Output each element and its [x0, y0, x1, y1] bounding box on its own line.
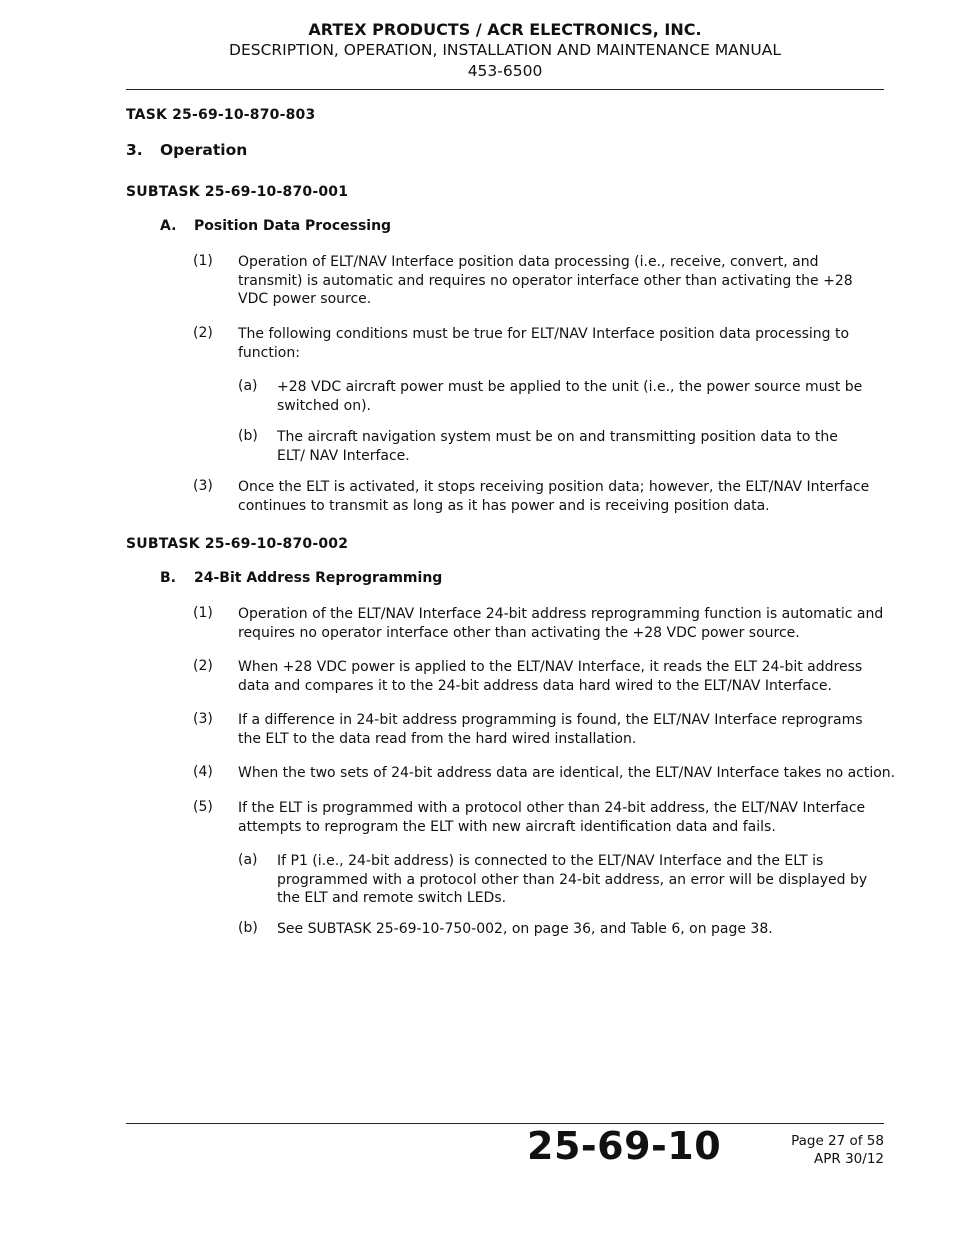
page-number: Page 27 of 58 — [791, 1133, 884, 1149]
document-number: 453-6500 — [467, 62, 543, 80]
subsection-title: 24-Bit Address Reprogramming — [194, 570, 443, 586]
company-name: ARTEX PRODUCTS / ACR ELECTRONICS, INC. — [308, 20, 702, 39]
item-number: (4) — [193, 764, 213, 780]
item-text: If a difference in 24-bit address programming is found, the ELT/NAV Interface reprograms the ELT to the data read from the hard wired installation. — [238, 712, 863, 747]
item-text: Operation of ELT/NAV Interface position data processing (i.e., receive, convert, and transmit) is automatic and requires no operator interface other than activating the +28 VDC power source. — [238, 254, 853, 307]
item-text: When the two sets of 24-bit address data are identical, the ELT/NAV Interface takes no action. — [238, 765, 896, 781]
footer-rule — [126, 1123, 884, 1124]
subitem-letter: (a) — [238, 852, 258, 868]
item-number: (2) — [193, 658, 213, 674]
item-number: (3) — [193, 711, 213, 727]
item-number: (3) — [193, 478, 213, 494]
item-number: (2) — [193, 325, 213, 341]
item-number: (5) — [193, 799, 213, 815]
task-label: TASK 25-69-10-870-803 — [126, 107, 316, 123]
subitem-text: See SUBTASK 25-69-10-750-002, on page 36, and Table 6, on page 38. — [277, 921, 773, 937]
item-text: If the ELT is programmed with a protocol other than 24-bit address, the ELT/NAV Interface attempts to reprogram the ELT with new aircraft identification data and fails. — [238, 800, 866, 835]
manual-title: DESCRIPTION, OPERATION, INSTALLATION AND MAINTENANCE MANUAL — [229, 41, 781, 59]
item-text: The following conditions must be true for ELT/NAV Interface position data processing to function: — [238, 326, 850, 361]
item-text: Once the ELT is activated, it stops receiving position data; however, the ELT/NAV Interface continues to transmit as long as it has power and is receiving position data. — [238, 479, 870, 514]
subitem-letter: (b) — [238, 920, 258, 936]
item-number: (1) — [193, 605, 213, 621]
section-number: 3. — [126, 141, 143, 159]
subitem-text: The aircraft navigation system must be on and transmitting position data to the ELT/ NAV Interface. — [277, 429, 838, 464]
subitem-letter: (b) — [238, 428, 258, 444]
subitem-letter: (a) — [238, 378, 258, 394]
item-text: When +28 VDC power is applied to the ELT/NAV Interface, it reads the ELT 24-bit address data and compares it to the 24-bit address data hard wired to the ELT/NAV Interface. — [238, 659, 863, 694]
subsection-letter: A. — [160, 218, 177, 234]
header-rule — [126, 89, 884, 90]
revision-date: APR 30/12 — [814, 1151, 884, 1167]
subitem-text: If P1 (i.e., 24-bit address) is connected to the ELT/NAV Interface and the ELT is programmed with a protocol other than 24-bit address, an error will be displayed by the ELT and remote switch LEDs. — [277, 853, 868, 906]
chapter-code: 25-69-10 — [527, 1124, 722, 1168]
section-title: Operation — [160, 141, 248, 159]
item-number: (1) — [193, 253, 213, 269]
subitem-text: +28 VDC aircraft power must be applied to the unit (i.e., the power source must be switched on). — [277, 379, 863, 414]
subtask-label: SUBTASK 25-69-10-870-001 — [126, 184, 349, 200]
item-text: Operation of the ELT/NAV Interface 24-bit address reprogramming function is automatic and requires no operator interface other than activating the +28 VDC power source. — [238, 606, 884, 641]
subtask-label: SUBTASK 25-69-10-870-002 — [126, 536, 349, 552]
subsection-letter: B. — [160, 570, 176, 586]
subsection-title: Position Data Processing — [194, 218, 392, 234]
